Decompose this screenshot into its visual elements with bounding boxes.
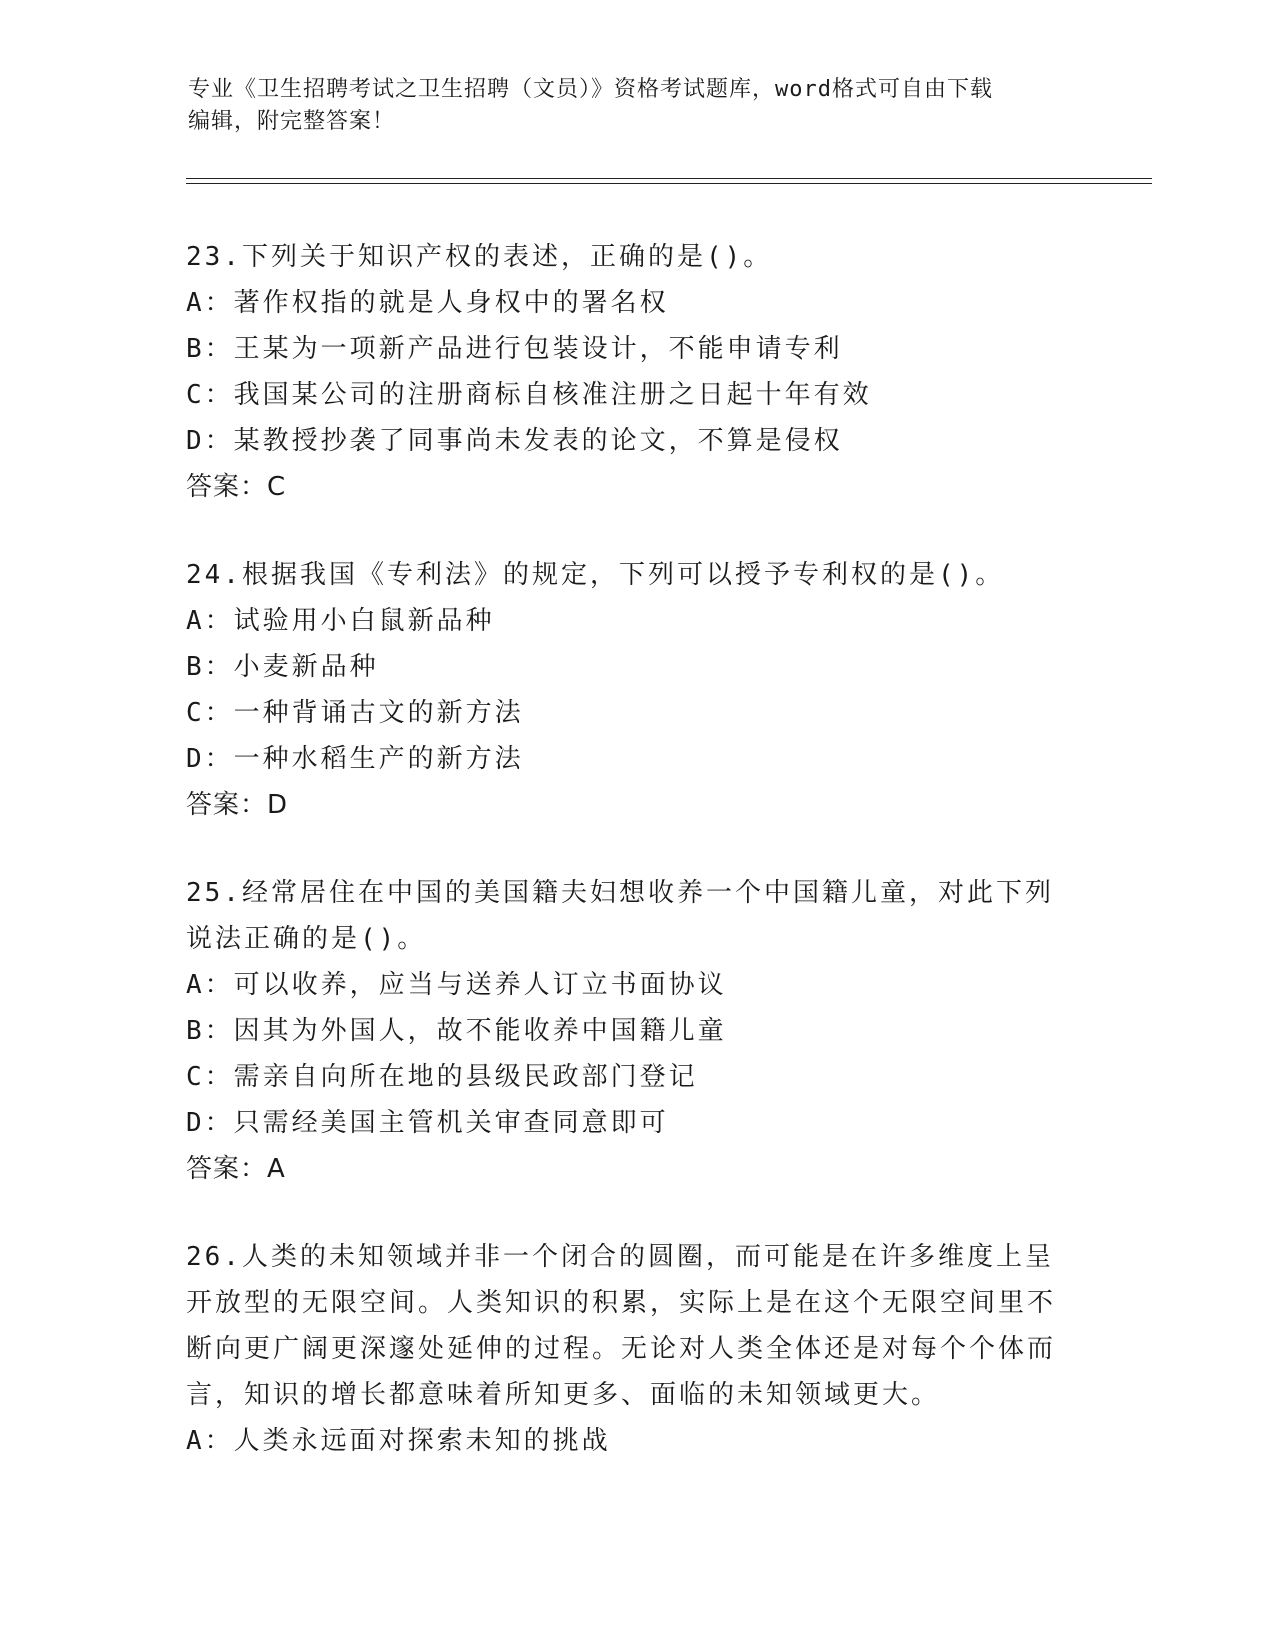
option-d: D：某教授抄袭了同事尚未发表的论文，不算是侵权 [186,426,843,456]
document-header [188,74,1088,138]
option-c: C：一种背诵古文的新方法 [186,698,524,728]
option-a: A：可以收养，应当与送养人订立书面协议 [186,970,727,1000]
option-d: D：只需经美国主管机关审查同意即可 [186,1108,669,1138]
header-line-2: 编辑，附完整答案！ [188,109,396,134]
question-stem: 23.下列关于知识产权的表述，正确的是()。 [186,242,773,272]
option-a: A：人类永远面对探索未知的挑战 [186,1426,611,1456]
option-b: B：因其为外国人，故不能收养中国籍儿童 [186,1016,727,1046]
answer-label: 答案：D [186,790,289,820]
question-25 [186,870,1086,1192]
header-divider-top [186,178,1152,179]
header-line-1: 专业《卫生招聘考试之卫生招聘（文员）》资格考试题库，word格式可自由下载 [188,77,993,102]
option-b: B：小麦新品种 [186,652,379,682]
option-c: C：我国某公司的注册商标自核准注册之日起十年有效 [186,380,872,410]
question-stem: 26.人类的未知领域并非一个闭合的圆圈，而可能是在许多维度上呈开放型的无限空间。人类知识的积累，实际上是在这个无限空间里不断向更广阔更深邃处延伸的过程。无论对人类全体还是对每个个体而言，知识的增长都意味着所知更多、面临的未知领域更大。 [186,1242,1057,1410]
option-a: A：试验用小白鼠新品种 [186,606,495,636]
question-26 [186,1234,1086,1464]
question-stem: 24.根据我国《专利法》的规定，下列可以授予专利权的是()。 [186,560,1005,590]
answer-label: 答案：A [186,1154,286,1184]
answer-label: 答案：C [186,472,287,502]
option-d: D：一种水稻生产的新方法 [186,744,524,774]
question-list [186,234,1086,1506]
question-24 [186,552,1086,828]
option-a: A：著作权指的就是人身权中的署名权 [186,288,669,318]
question-23 [186,234,1086,510]
header-divider-bottom [186,183,1152,184]
option-c: C：需亲自向所在地的县级民政部门登记 [186,1062,698,1092]
question-stem: 25.经常居住在中国的美国籍夫妇想收养一个中国籍儿童，对此下列说法正确的是()。 [186,878,1054,954]
option-b: B：王某为一项新产品进行包装设计，不能申请专利 [186,334,843,364]
